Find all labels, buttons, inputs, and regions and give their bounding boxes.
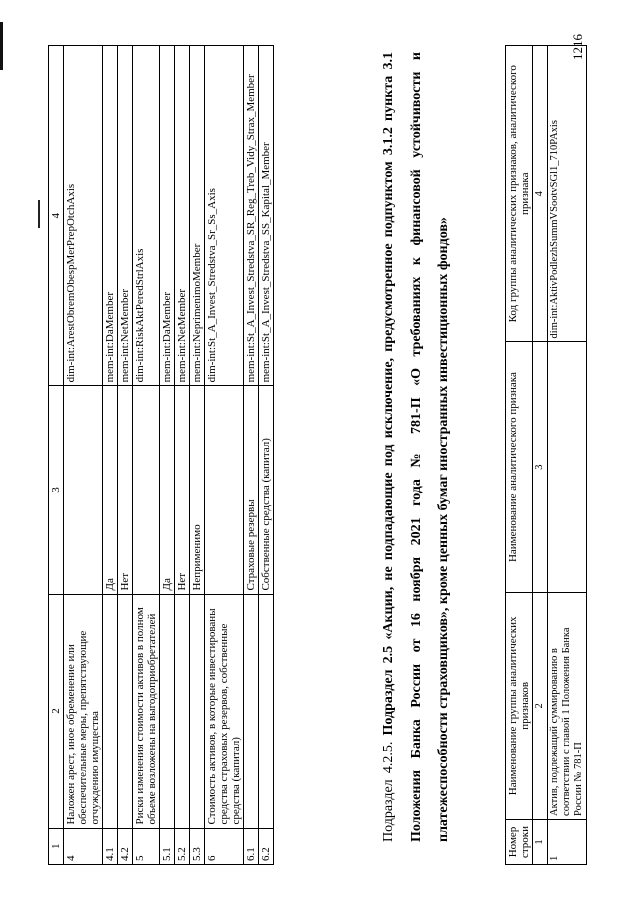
page-number: 1216 (570, 34, 585, 60)
table-section-2-5 (505, 45, 587, 865)
header-cell: 2 (49, 594, 64, 828)
cell-name: Наложен арест, иное обременение или обеспечительные меры, препятствующие отчуждению имущества (64, 594, 103, 828)
cell-value: Нет (118, 386, 133, 594)
table-row (175, 46, 190, 865)
cell-code: dim-int:ArestObremObespMerPrepOtchAxis (64, 46, 103, 386)
table-body (548, 46, 587, 865)
header-cell: 3 (49, 386, 64, 594)
table-row (190, 46, 205, 865)
cell-code: mem-int:NetMember (175, 46, 190, 386)
header-cell: Номер строки (506, 819, 533, 864)
cell-code: mem-int:DaMember (160, 46, 175, 386)
cell-code: dim-int:RiskAktPeredStrlAxis (133, 46, 160, 386)
cell-name: Риски изменения стоимости активов в полном объеме возложены на выгодоприобретателей (133, 594, 160, 828)
header-cell: 4 (49, 46, 64, 386)
cell-name (103, 594, 118, 828)
table-body (64, 46, 274, 865)
table-row (205, 46, 244, 865)
column-number: 1 (533, 819, 548, 864)
column-number-row (533, 46, 548, 865)
cell-name (118, 594, 133, 828)
cell-value: Неприменимо (190, 386, 205, 594)
header-cell: Наименование аналитического признака (506, 342, 533, 592)
cell-n: 5.1 (160, 828, 175, 864)
table-header-row (49, 46, 64, 865)
section-lead: Подраздел 4.2.5. (381, 741, 396, 842)
cell-n: 6.2 (259, 828, 274, 864)
cell-code: mem-int:St_A_Invest_Stredstva_SS_Kapital_Member (259, 46, 274, 386)
cell-n: 6.1 (244, 828, 259, 864)
cell-n: 4.2 (118, 828, 133, 864)
cell-name (175, 594, 190, 828)
table-row (103, 46, 118, 865)
header-cell: 1 (49, 828, 64, 864)
cell-code: mem-int:NetMember (118, 46, 133, 386)
cell-value (64, 386, 103, 594)
table-row (64, 46, 103, 865)
table-header-row (506, 46, 533, 865)
cell-code: dim-int:St_A_Invest_Stredstva_Sr_Ss_Axis (205, 46, 244, 386)
cell-n: 5 (133, 828, 160, 864)
cell-n: 5.2 (175, 828, 190, 864)
column-number: 2 (533, 592, 548, 819)
cell-value: Собственные средства (капитал) (259, 386, 274, 594)
header-cell: Код группы аналитических признаков, аналитического признака (506, 46, 533, 342)
cell-name (190, 594, 205, 828)
table-row (133, 46, 160, 865)
section-heading (375, 52, 458, 842)
table-row (244, 46, 259, 865)
section-title: Подраздел 2.5 «Акции, не подпадающие под исключение, предусмотренное подпунктом 3.1.2 пункта 3.1 Положения Банка России от 16 ноября 2021 года № 781-П «О требованиях к финансовой устойчивости и платежеспособности страховщиков», кроме ценных бумаг иностранных инвестиционных фондов» (381, 52, 451, 842)
cell-n: 4.1 (103, 828, 118, 864)
column-number: 3 (533, 342, 548, 592)
cell-n: 4 (64, 828, 103, 864)
table-row (259, 46, 274, 865)
cell-name (259, 594, 274, 828)
table-row (160, 46, 175, 865)
header-cell: Наименование группы аналитических признаков (506, 592, 533, 819)
cell-value: Страховые резервы (244, 386, 259, 594)
cell-n: 1 (548, 819, 587, 864)
cell-value (133, 386, 160, 594)
table-analytic-features (48, 45, 274, 865)
cell-name: Актив, подлежащий суммированию в соответствии с главой 1 Положения Банка России № 781-П (548, 592, 587, 819)
cell-name (244, 594, 259, 828)
cell-value (548, 342, 587, 592)
cell-n: 5.3 (190, 828, 205, 864)
cell-value: Да (160, 386, 175, 594)
cell-n: 6 (205, 828, 244, 864)
cell-name (160, 594, 175, 828)
cell-value: Нет (175, 386, 190, 594)
cell-value (205, 386, 244, 594)
column-number: 4 (533, 46, 548, 342)
cell-name: Стоимость активов, в которые инвестированы средства страховых резервов, собственные средства (капитал) (205, 594, 244, 828)
cell-code: mem-int:DaMember (103, 46, 118, 386)
cell-code: mem-int:NeprimenimoMember (190, 46, 205, 386)
table-row (548, 46, 587, 865)
cell-value: Да (103, 386, 118, 594)
cell-code: mem-int:St_A_Invest_Stredstva_SR_Reg_Treb_Vidy_Strax_Member (244, 46, 259, 386)
cell-code: dim-int:AktivPodlezhSummVSootvSGl1_710PAxis (548, 46, 587, 342)
table-row (118, 46, 133, 865)
